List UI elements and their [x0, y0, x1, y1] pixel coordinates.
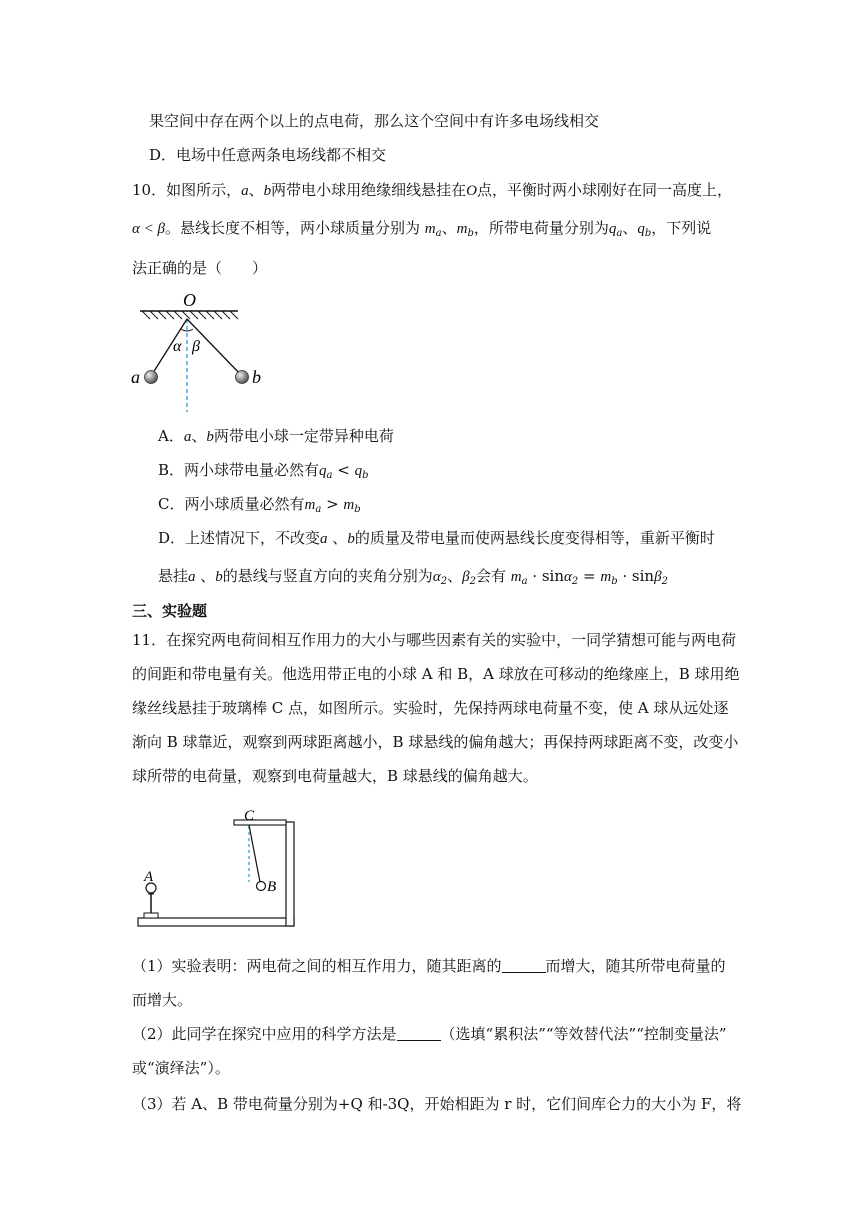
q11-line4: 渐向 B 球靠近，观察到两球距离越小，B 球悬线的偏角越大；再保持两球距离不变，改变小	[132, 733, 739, 751]
fig-label-a: a	[131, 367, 140, 387]
q11-part3-line1: （3）若 A、B 带电荷量分别为+Q 和-3Q，开始相距为 r 时，它们间库仑力的大小为 F，将	[132, 1095, 742, 1113]
q10-option-d-line1: D．上述情况下，不改变a 、b的质量及带电量而使两悬线长度变得相等，重新平衡时	[158, 529, 715, 547]
q10-option-d-line2: 悬挂a 、b的悬线与竖直方向的夹角分别为$\alpha_2$、$\beta_2$会有 $m_a \cdot \sin\alpha_2 = m_b \cdot \sin\beta_2$	[158, 567, 668, 587]
answer-blank-2[interactable]	[397, 1026, 441, 1041]
fig-label-alpha: α	[173, 338, 182, 355]
q10-stem-line2: α < β。悬线长度不相等，两小球质量分别为 $m_a$、$m_b$，所带电荷量分别为$q_a$、$q_b$，下列说	[132, 219, 712, 239]
q10-pendulum-figure	[128, 288, 261, 416]
q9-option-c-continuation: 果空间中存在两个以上的点电荷，那么这个空间中有许多电场线相交	[149, 112, 600, 130]
q10-option-a: A．a、b两带电小球一定带异种电荷	[158, 427, 394, 445]
q11-line2: 的间距和带电量有关。他选用带正电的小球 A 和 B，A 球放在可移动的绝缘座上，B 球用绝	[132, 665, 740, 683]
thread-a	[151, 319, 187, 376]
fig-label-b: b	[252, 367, 261, 387]
fig-label-o: O	[183, 290, 196, 310]
fig-label-c: C	[244, 808, 255, 824]
fig-label-a-ball: A	[144, 869, 154, 885]
q11-line1: 11．在探究两电荷间相互作用力的大小与哪些因素有关的实验中，一同学猜想可能与两电荷	[132, 631, 737, 649]
fig-label-beta: β	[192, 338, 200, 355]
silk-thread	[249, 825, 260, 882]
q11-part1-line2: 而增大。	[132, 991, 193, 1009]
q11-part2-line2: 或“演绎法”）。	[132, 1059, 230, 1077]
q9-option-d: D．电场中任意两条电场线都不相交	[149, 146, 387, 164]
q10-stem-line3: 法正确的是（ ）	[132, 259, 268, 277]
ball-b-figure	[257, 882, 266, 891]
fig-label-b-ball: B	[267, 879, 277, 895]
q11-line5: 球所带的电荷量，观察到电荷量越大，B 球悬线的偏角越大。	[132, 767, 538, 785]
ball-a	[145, 371, 158, 384]
q11-part1-line1: （1）实验表明：两电荷之间的相互作用力，随其距离的 而增大，随其所带电荷量的	[132, 957, 726, 975]
q10-stem-line1: 10．如图所示，a、b两带电小球用绝缘细线悬挂在O点，平衡时两小球刚好在同一高度上，	[132, 181, 732, 199]
q10-option-b: B．两小球带电量必然有$q_a < q_b$	[158, 461, 369, 481]
q11-part2-line1: （2）此同学在探究中应用的科学方法是 （选填“累积法”“等效替代法”“控制变量法”	[132, 1025, 727, 1043]
answer-blank-1[interactable]	[502, 958, 546, 973]
section-heading: 三、实验题	[132, 602, 208, 620]
q11-line3: 缘丝线悬挂于玻璃棒 C 点，如图所示。实验时，先保持两球电荷量不变，使 A 球从远处逐	[132, 699, 729, 717]
ball-b	[236, 371, 249, 384]
q11-apparatus-figure	[132, 800, 302, 932]
q10-option-c: C．两小球质量必然有$m_a > m_b$	[158, 495, 361, 515]
